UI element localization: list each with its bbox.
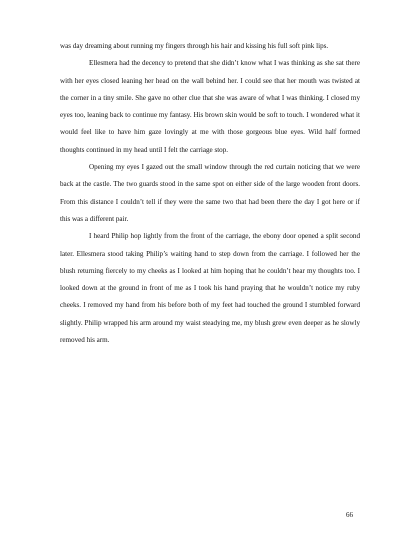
body-text <box>60 38 360 349</box>
page-number: 66 <box>346 511 353 519</box>
paragraph: Opening my eyes I gazed out the small window through the red curtain noticing that we were back at the castle. The two guards stood in the same spot on either side of the large wooden front doors. From this distance I couldn’t tell if they were the same two that had been there the day I got here or if this was a different pair. <box>60 163 360 223</box>
paragraph: Ellesmera had the decency to pretend that she didn’t know what I was thinking as she sat there with her eyes closed leaning her head on the wall behind her. I could see that her mouth was twisted at the corner in a tiny smile. She gave no other clue that she was aware of what I was thinking. I closed my eyes too, leaning back to continue my fantasy. His brown skin would be soft to touch. I wondered what it would feel like to have him gaze lovingly at me with those gorgeous blue eyes. Wild half formed thoughts continued in my head until I felt the carriage stop. <box>60 59 360 154</box>
paragraph-continuation: was day dreaming about running my fingers through his hair and kissing his full soft pink lips. <box>60 42 329 50</box>
paragraph: I heard Philip hop lightly from the front of the carriage, the ebony door opened a split second later. Ellesmera stood taking Philip’s waiting hand to step down from the carriage. I followed her the blush returning fiercely to my cheeks as I looked at him hoping that he couldn’t hear my thoughts too. I looked down at the ground in front of me as I took his hand praying that he wouldn’t notice my ruby cheeks. I removed my hand from his before both of my feet had touched the ground I stumbled forward slightly. Philip wrapped his arm around my waist steadying me, my blush grew even deeper as he slowly removed his arm. <box>60 232 360 345</box>
